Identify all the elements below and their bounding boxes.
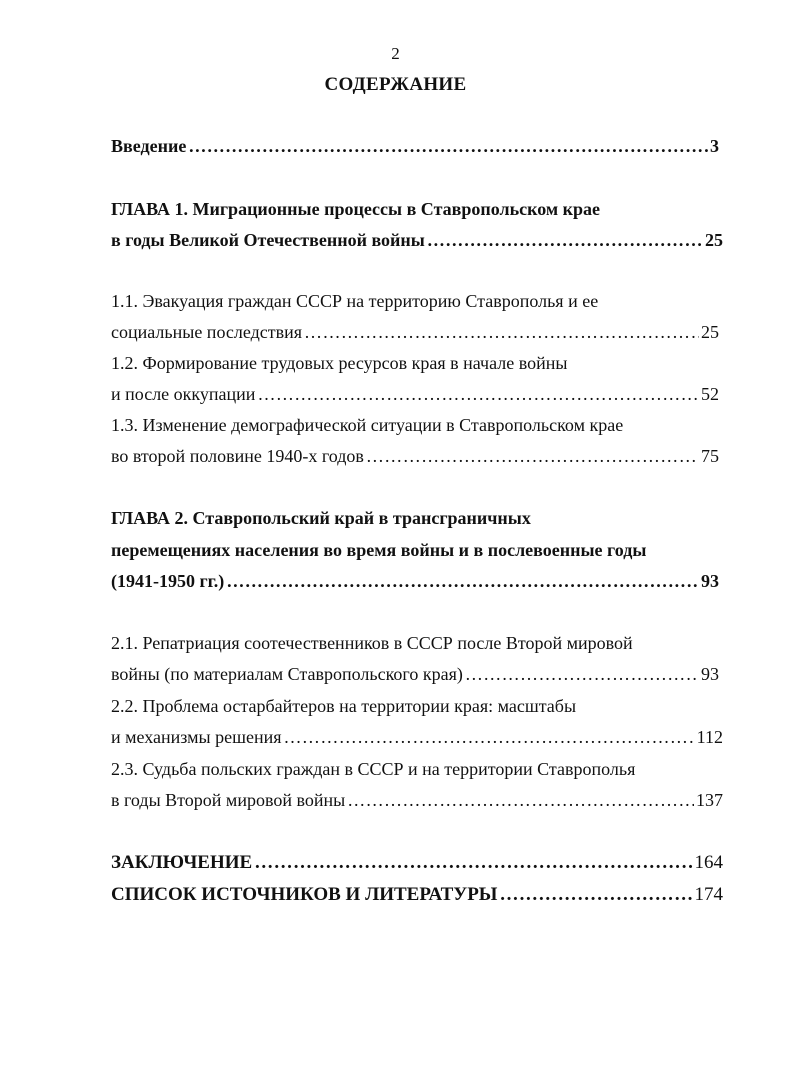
toc-entry-page: 3 [710,136,719,156]
toc-entry-label: во второй половине 1940-х годов [111,446,364,466]
dot-leader [188,136,708,157]
toc-entry-label: ЗАКЛЮЧЕНИЕ [111,852,253,873]
dot-leader [499,884,692,906]
toc-entry-sources [111,884,723,908]
section-2-2-line1: 2.2. Проблема остарбайтеров на территории края: масштабы [111,696,577,716]
toc-entry-section-1-1 [111,322,719,346]
dot-leader [347,790,694,811]
page-title: СОДЕРЖАНИЕ [324,74,467,95]
toc-entry-page: 112 [696,727,723,747]
toc-entry-conclusion [111,852,723,876]
toc-entry-label: войны (по материалам Ставропольского края) [111,664,463,684]
toc-entry-chapter1 [111,230,723,254]
toc-entry-label: в годы Второй мировой войны [111,790,346,810]
toc-entry-page: 174 [694,884,723,905]
chapter1-title-line1: ГЛАВА 1. Миграционные процессы в Ставропольском крае [111,199,601,219]
section-1-3-line1: 1.3. Изменение демографической ситуации в Ставропольском крае [111,415,624,435]
dot-leader [427,230,703,251]
chapter2-title-line2: перемещениях населения во время войны и в послевоенные годы [111,540,647,560]
toc-entry-section-1-2 [111,384,719,408]
dot-leader [254,852,692,874]
section-2-3-line1: 2.3. Судьба польских граждан в СССР и на территории Ставрополья [111,759,636,779]
toc-entry-page: 75 [701,446,719,466]
toc-entry-intro [111,136,719,160]
dot-leader [284,727,695,748]
dot-leader [465,664,699,685]
section-1-2-line1: 1.2. Формирование трудовых ресурсов края в начале войны [111,353,568,373]
section-2-1-line1: 2.1. Репатриация соотечественников в СССР после Второй мировой [111,633,633,653]
toc-entry-section-1-3 [111,446,719,470]
toc-entry-page: 164 [694,852,723,873]
toc-entry-page: 25 [701,322,719,342]
toc-entry-label: социальные последствия [111,322,303,342]
toc-entry-label: Введение [111,136,187,156]
dot-leader [226,571,699,592]
dot-leader [257,384,699,405]
toc-entry-label: СПИСОК ИСТОЧНИКОВ И ЛИТЕРАТУРЫ [111,884,498,905]
toc-entry-page: 52 [701,384,719,404]
toc-entry-label: (1941-1950 гг.) [111,571,225,591]
section-1-1-line1: 1.1. Эвакуация граждан СССР на территорию Ставрополья и ее [111,291,599,311]
dot-leader [304,322,699,343]
toc-entry-section-2-2 [111,727,723,751]
toc-entry-section-2-3 [111,790,723,814]
toc-entry-label: и после оккупации [111,384,256,404]
toc-entry-label: в годы Великой Отечественной войны [111,230,425,250]
toc-entry-label: и механизмы решения [111,727,282,747]
page-number: 2 [391,44,400,63]
toc-entry-page: 137 [696,790,723,810]
chapter2-title-line1: ГЛАВА 2. Ставропольский край в трансграничных [111,508,531,528]
toc-entry-page: 25 [705,230,723,250]
toc-entry-section-2-1 [111,664,719,688]
toc-entry-page: 93 [701,571,719,591]
toc-entry-page: 93 [701,664,719,684]
toc-entry-chapter2 [111,571,719,595]
dot-leader [366,446,699,467]
